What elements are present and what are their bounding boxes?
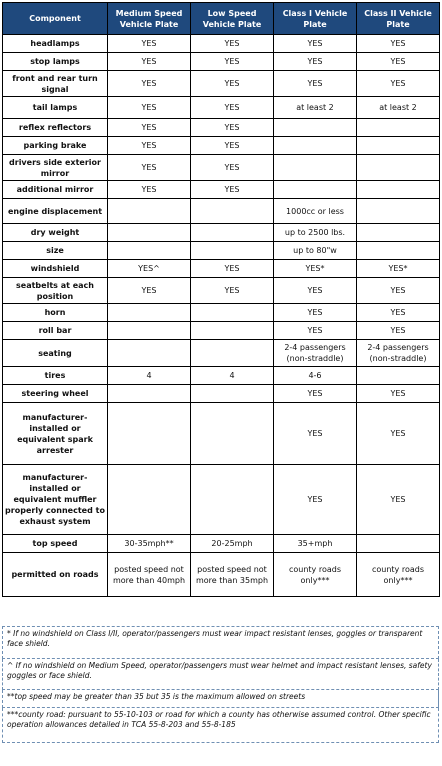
- component-cell: windshield: [3, 260, 108, 278]
- component-cell: reflex reflectors: [3, 119, 108, 137]
- value-cell-class1: YES: [274, 403, 357, 465]
- value-cell-medium: [108, 304, 191, 322]
- value-cell-class1: 4-6: [274, 367, 357, 385]
- value-cell-medium: YES: [108, 97, 191, 119]
- value-cell-class2: [357, 137, 440, 155]
- value-cell-class1: YES: [274, 304, 357, 322]
- value-cell-class2: [357, 119, 440, 137]
- value-cell-medium: YES: [108, 278, 191, 304]
- footnote-windshield-medium: ^ If no windshield on Medium Speed, operator/passengers must wear helmet and impact resistant lenses, safety goggles or face shield.: [2, 659, 439, 690]
- value-cell-low: [191, 385, 274, 403]
- component-cell: front and rear turn signal: [3, 71, 108, 97]
- value-cell-medium: YES: [108, 119, 191, 137]
- component-cell: manufacturer-installed or equivalent muffler properly connected to exhaust system: [3, 465, 108, 535]
- value-cell-class1: YES: [274, 71, 357, 97]
- value-cell-medium: [108, 465, 191, 535]
- component-cell: additional mirror: [3, 181, 108, 199]
- value-cell-low: YES: [191, 137, 274, 155]
- footnote-top-speed: **top speed may be greater than 35 but 35 is the maximum allowed on streets: [2, 690, 439, 708]
- component-cell: engine displacement: [3, 199, 108, 224]
- value-cell-medium: YES: [108, 53, 191, 71]
- value-cell-low: YES: [191, 119, 274, 137]
- component-cell: dry weight: [3, 224, 108, 242]
- component-cell: permitted on roads: [3, 553, 108, 597]
- table-row: [3, 403, 440, 465]
- value-cell-low: [191, 340, 274, 367]
- component-cell: seatbelts at each position: [3, 278, 108, 304]
- value-cell-low: [191, 403, 274, 465]
- component-cell: roll bar: [3, 322, 108, 340]
- table-row: [3, 535, 440, 553]
- footnotes: [2, 626, 439, 743]
- footnote-county-road: ***county road: pursuant to 55-10-103 or road for which a county has otherwise assumed control. Other specific operation allowances detailed in TCA 55-8-203 and 55-8-185: [2, 708, 439, 743]
- value-cell-class2: county roads only***: [357, 553, 440, 597]
- value-cell-medium: [108, 242, 191, 260]
- component-cell: headlamps: [3, 35, 108, 53]
- component-cell: drivers side exterior mirror: [3, 155, 108, 181]
- value-cell-class1: county roads only***: [274, 553, 357, 597]
- value-cell-medium: [108, 340, 191, 367]
- value-cell-medium: [108, 403, 191, 465]
- value-cell-low: 4: [191, 367, 274, 385]
- value-cell-class2: YES: [357, 304, 440, 322]
- value-cell-low: YES: [191, 53, 274, 71]
- value-cell-low: YES: [191, 71, 274, 97]
- value-cell-class2: [357, 199, 440, 224]
- value-cell-medium: [108, 199, 191, 224]
- value-cell-class2: 2-4 passengers (non-straddle): [357, 340, 440, 367]
- value-cell-low: posted speed not more than 35mph: [191, 553, 274, 597]
- value-cell-low: 20-25mph: [191, 535, 274, 553]
- value-cell-class1: at least 2: [274, 97, 357, 119]
- value-cell-medium: YES: [108, 181, 191, 199]
- component-cell: steering wheel: [3, 385, 108, 403]
- value-cell-class2: at least 2: [357, 97, 440, 119]
- value-cell-low: YES: [191, 260, 274, 278]
- table-row: [3, 35, 440, 53]
- table-row: [3, 119, 440, 137]
- table-row: [3, 278, 440, 304]
- table-row: [3, 367, 440, 385]
- value-cell-class2: YES: [357, 53, 440, 71]
- component-cell: parking brake: [3, 137, 108, 155]
- table-row: [3, 53, 440, 71]
- value-cell-low: [191, 465, 274, 535]
- component-cell: tires: [3, 367, 108, 385]
- value-cell-low: YES: [191, 181, 274, 199]
- value-cell-medium: YES: [108, 71, 191, 97]
- table-row: [3, 137, 440, 155]
- value-cell-class2: [357, 181, 440, 199]
- component-cell: manufacturer-installed or equivalent spark arrester: [3, 403, 108, 465]
- value-cell-class2: [357, 242, 440, 260]
- header-class-2: Class II Vehicle Plate: [357, 3, 440, 35]
- value-cell-medium: [108, 224, 191, 242]
- vehicle-requirements-table: [2, 2, 440, 597]
- value-cell-class2: YES: [357, 385, 440, 403]
- value-cell-medium: YES^: [108, 260, 191, 278]
- value-cell-medium: YES: [108, 35, 191, 53]
- component-cell: horn: [3, 304, 108, 322]
- value-cell-class1: YES: [274, 53, 357, 71]
- value-cell-low: [191, 224, 274, 242]
- value-cell-class2: YES: [357, 35, 440, 53]
- value-cell-class2: YES: [357, 278, 440, 304]
- footnote-windshield-class: * If no windshield on Class I/II, operator/passengers must wear impact resistant lenses, goggles or transparent face shield.: [2, 626, 439, 659]
- table-row: [3, 199, 440, 224]
- value-cell-low: [191, 199, 274, 224]
- value-cell-low: YES: [191, 97, 274, 119]
- value-cell-class1: [274, 181, 357, 199]
- value-cell-class1: YES: [274, 385, 357, 403]
- value-cell-low: [191, 322, 274, 340]
- value-cell-low: YES: [191, 155, 274, 181]
- header-component: Component: [3, 3, 108, 35]
- table-row: [3, 155, 440, 181]
- table-row: [3, 97, 440, 119]
- value-cell-class2: YES: [357, 322, 440, 340]
- table-row: [3, 71, 440, 97]
- value-cell-class1: up to 2500 lbs.: [274, 224, 357, 242]
- table-row: [3, 304, 440, 322]
- value-cell-class1: YES: [274, 35, 357, 53]
- value-cell-medium: posted speed not more than 40mph: [108, 553, 191, 597]
- value-cell-medium: 4: [108, 367, 191, 385]
- value-cell-class2: [357, 535, 440, 553]
- table-row: [3, 553, 440, 597]
- component-cell: stop lamps: [3, 53, 108, 71]
- value-cell-medium: YES: [108, 137, 191, 155]
- table-row: [3, 385, 440, 403]
- value-cell-class2: [357, 155, 440, 181]
- value-cell-medium: YES: [108, 155, 191, 181]
- value-cell-medium: [108, 322, 191, 340]
- component-cell: seating: [3, 340, 108, 367]
- table-row: [3, 322, 440, 340]
- value-cell-class1: up to 80"w: [274, 242, 357, 260]
- header-medium-speed: Medium Speed Vehicle Plate: [108, 3, 191, 35]
- table-row: [3, 181, 440, 199]
- value-cell-class2: [357, 224, 440, 242]
- table-row: [3, 242, 440, 260]
- value-cell-medium: 30-35mph**: [108, 535, 191, 553]
- value-cell-class1: YES: [274, 465, 357, 535]
- value-cell-class1: [274, 155, 357, 181]
- value-cell-low: YES: [191, 35, 274, 53]
- value-cell-class2: [357, 367, 440, 385]
- value-cell-class1: YES*: [274, 260, 357, 278]
- value-cell-class2: YES*: [357, 260, 440, 278]
- value-cell-class2: YES: [357, 465, 440, 535]
- table-row: [3, 465, 440, 535]
- header-class-1: Class I Vehicle Plate: [274, 3, 357, 35]
- table-row: [3, 340, 440, 367]
- value-cell-class2: YES: [357, 71, 440, 97]
- value-cell-class1: [274, 137, 357, 155]
- value-cell-low: [191, 304, 274, 322]
- value-cell-low: [191, 242, 274, 260]
- value-cell-class1: 1000cc or less: [274, 199, 357, 224]
- value-cell-class1: YES: [274, 322, 357, 340]
- header-row: [3, 3, 440, 35]
- value-cell-class1: 35+mph: [274, 535, 357, 553]
- component-cell: size: [3, 242, 108, 260]
- component-cell: top speed: [3, 535, 108, 553]
- component-cell: tail lamps: [3, 97, 108, 119]
- header-low-speed: Low Speed Vehicle Plate: [191, 3, 274, 35]
- table-row: [3, 260, 440, 278]
- value-cell-low: YES: [191, 278, 274, 304]
- value-cell-class2: YES: [357, 403, 440, 465]
- value-cell-class1: 2-4 passengers (non-straddle): [274, 340, 357, 367]
- value-cell-class1: [274, 119, 357, 137]
- value-cell-class1: YES: [274, 278, 357, 304]
- table-row: [3, 224, 440, 242]
- value-cell-medium: [108, 385, 191, 403]
